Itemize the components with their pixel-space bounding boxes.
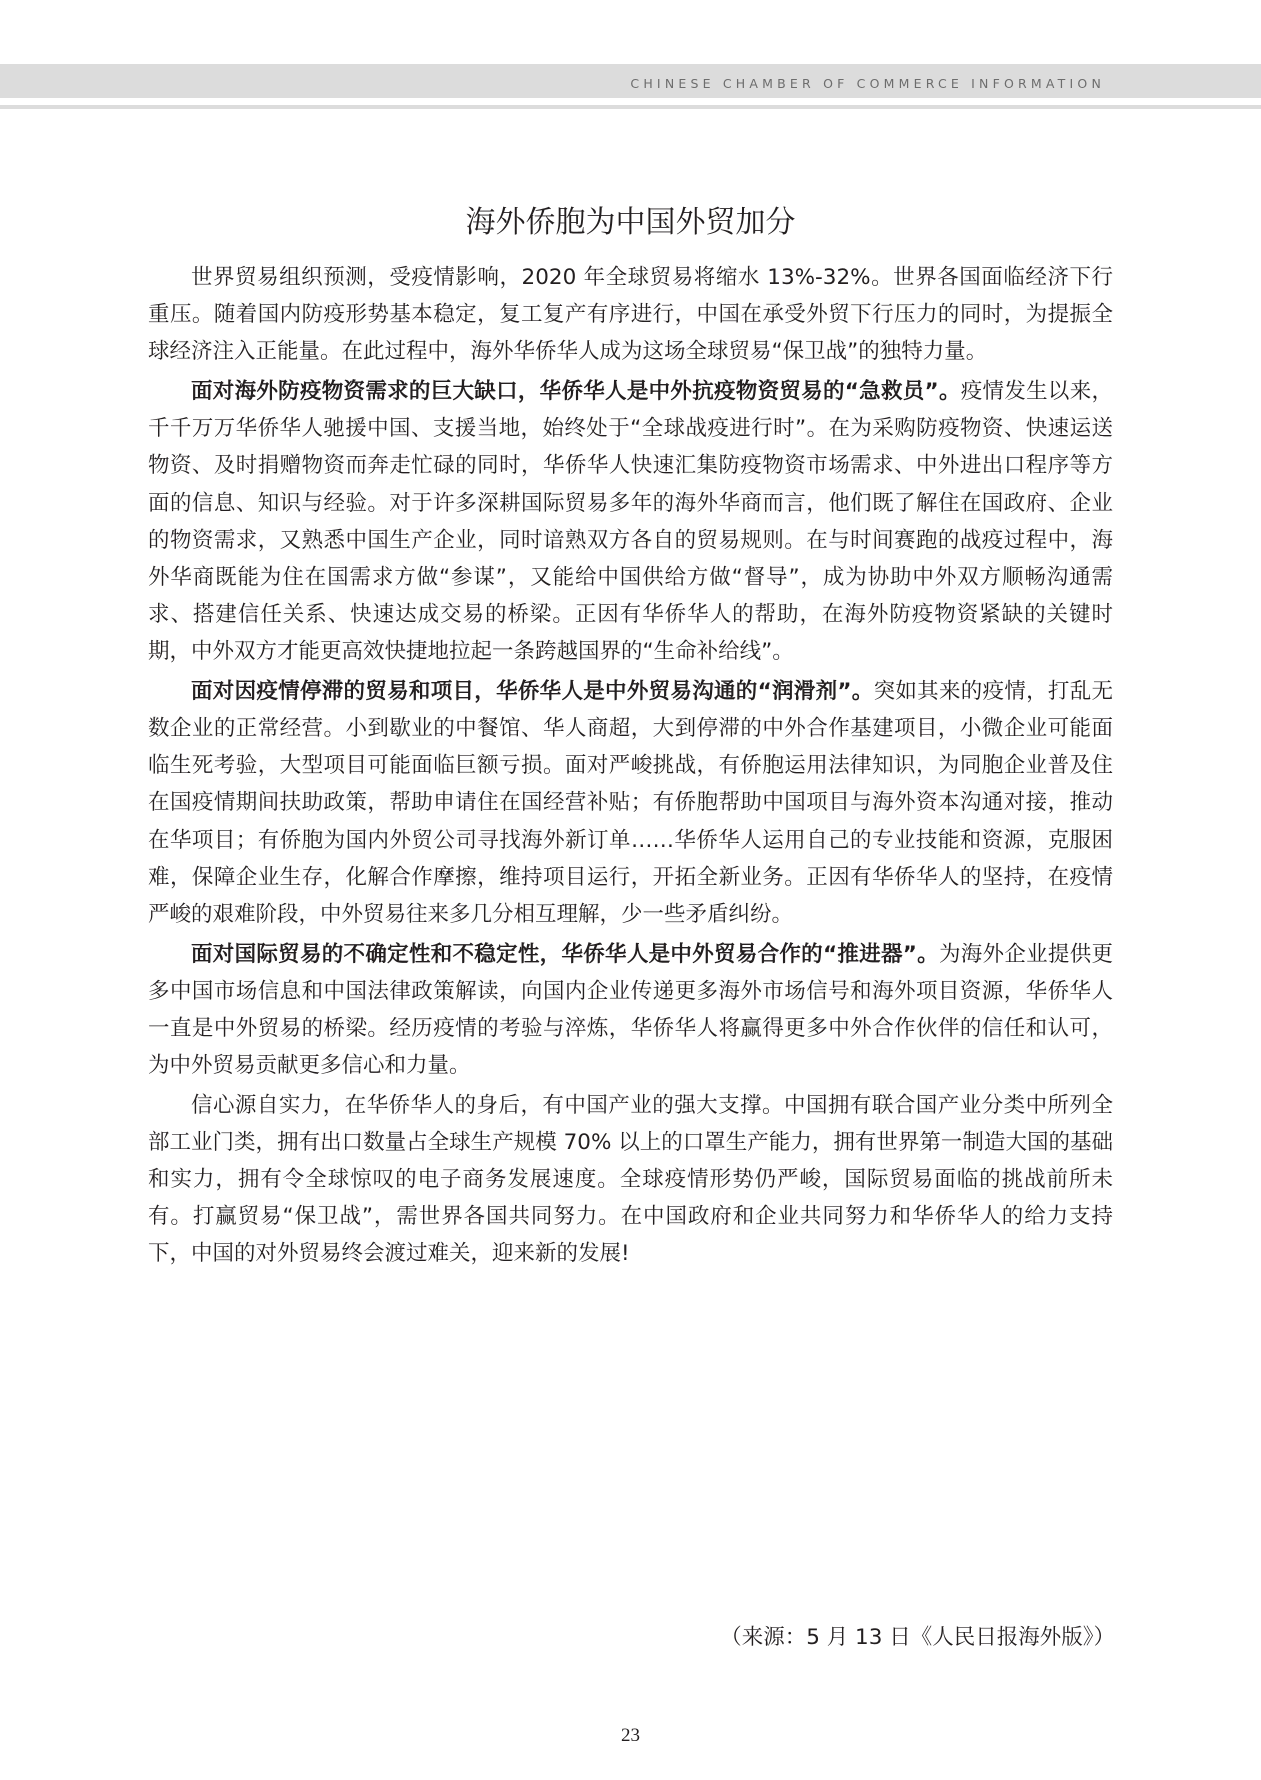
paragraph-5-text: 信心源自实力，在华侨华人的身后，有中国产业的强大支撑。中国拥有联合国产业分类中所列全部工业门类，拥有出口数量占全球生产规模 70% 以上的口罩生产能力，拥有世界第一制造大国的基础和实力，拥有令全球惊叹的电子商务发展速度。全球疫情形势仍严峻，国际贸易面临的挑战前所未有。打赢贸易“保卫战”，需世界各国共同努力。在中国政府和企业共同努力和华侨华人的给力支持下，中国的对外贸易终会渡过难关，迎来新的发展! [148,1092,1113,1267]
paragraph-1-text: 世界贸易组织预测，受疫情影响，2020 年全球贸易将缩水 13%-32%。世界各国面临经济下行重压。随着国内防疫形势基本稳定，复工复产有序进行，中国在承受外贸下行压力的同时，为提振全球经济注入正能量。在此过程中，海外华侨华人成为这场全球贸易“保卫战”的独特力量。 [148,265,1113,365]
paragraph-4-lead: 面对国际贸易的不确定性和不稳定性，华侨华人是中外贸易合作的“推进器”。 [191,941,939,967]
publication-header: CHINESE CHAMBER OF COMMERCE INFORMATION [630,76,1105,91]
paragraph-2-lead: 面对海外防疫物资需求的巨大缺口，华侨华人是中外抗疫物资贸易的“急救员”。 [191,378,961,404]
paragraph-5 [148,1087,1113,1273]
paragraph-2-text: 疫情发生以来，千千万万华侨华人驰援中国、支援当地，始终处于“全球战疫进行时”。在为采购防疫物资、快速运送物资、及时捐赠物资而奔走忙碌的同时，华侨华人快速汇集防疫物资市场需求、中外进出口程序等方面的信息、知识与经验。对于许多深耕国际贸易多年的海外华商而言，他们既了解住在国政府、企业的物资需求，又熟悉中国生产企业，同时谙熟双方各自的贸易规则。在与时间赛跑的战疫过程中，海外华商既能为住在国需求方做“参谋”，又能给中国供给方做“督导”，成为协助中外双方顺畅沟通需求、搭建信任关系、快速达成交易的桥梁。正因有华侨华人的帮助，在海外防疫物资紧缺的关键时期，中外双方才能更高效快捷地拉起一条跨越国界的“生命补给线”。 [148,378,1113,665]
paragraph-3-text: 突如其来的疫情，打乱无数企业的正常经营。小到歇业的中餐馆、华人商超，大到停滞的中外合作基建项目，小微企业可能面临生死考验，大型项目可能面临巨额亏损。面对严峻挑战，有侨胞运用法律知识，为同胞企业普及住在国疫情期间扶助政策，帮助申请住在国经营补贴；有侨胞帮助中国项目与海外资本沟通对接，推动在华项目；有侨胞为国内外贸公司寻找海外新订单……华侨华人运用自己的专业技能和资源，克服困难，保障企业生存，化解合作摩擦，维持项目运行，开拓全新业务。正因有华侨华人的坚持，在疫情严峻的艰难阶段，中外贸易往来多几分相互理解，少一些矛盾纠纷。 [148,678,1113,928]
paragraph-4-text: 为海外企业提供更多中国市场信息和中国法律政策解读，向国内企业传递更多海外市场信号和海外项目资源，华侨华人一直是中外贸易的桥梁。经历疫情的考验与淬炼，华侨华人将赢得更多中外合作伙伴的信任和认可，为中外贸易贡献更多信心和力量。 [148,941,1113,1079]
article-title: 海外侨胞为中国外贸加分 [465,205,796,240]
article-source: （来源：5 月 13 日《人民日报海外版》） [720,1625,1115,1650]
paragraph-4 [148,936,1113,1085]
header-divider [0,105,1261,109]
page-number: 23 [621,1725,640,1746]
paragraph-1 [148,259,1113,371]
article-body [148,259,1113,1275]
paragraph-3-lead: 面对因疫情停滞的贸易和项目，华侨华人是中外贸易沟通的“润滑剂”。 [191,678,874,704]
paragraph-2 [148,373,1113,671]
paragraph-3 [148,673,1113,933]
